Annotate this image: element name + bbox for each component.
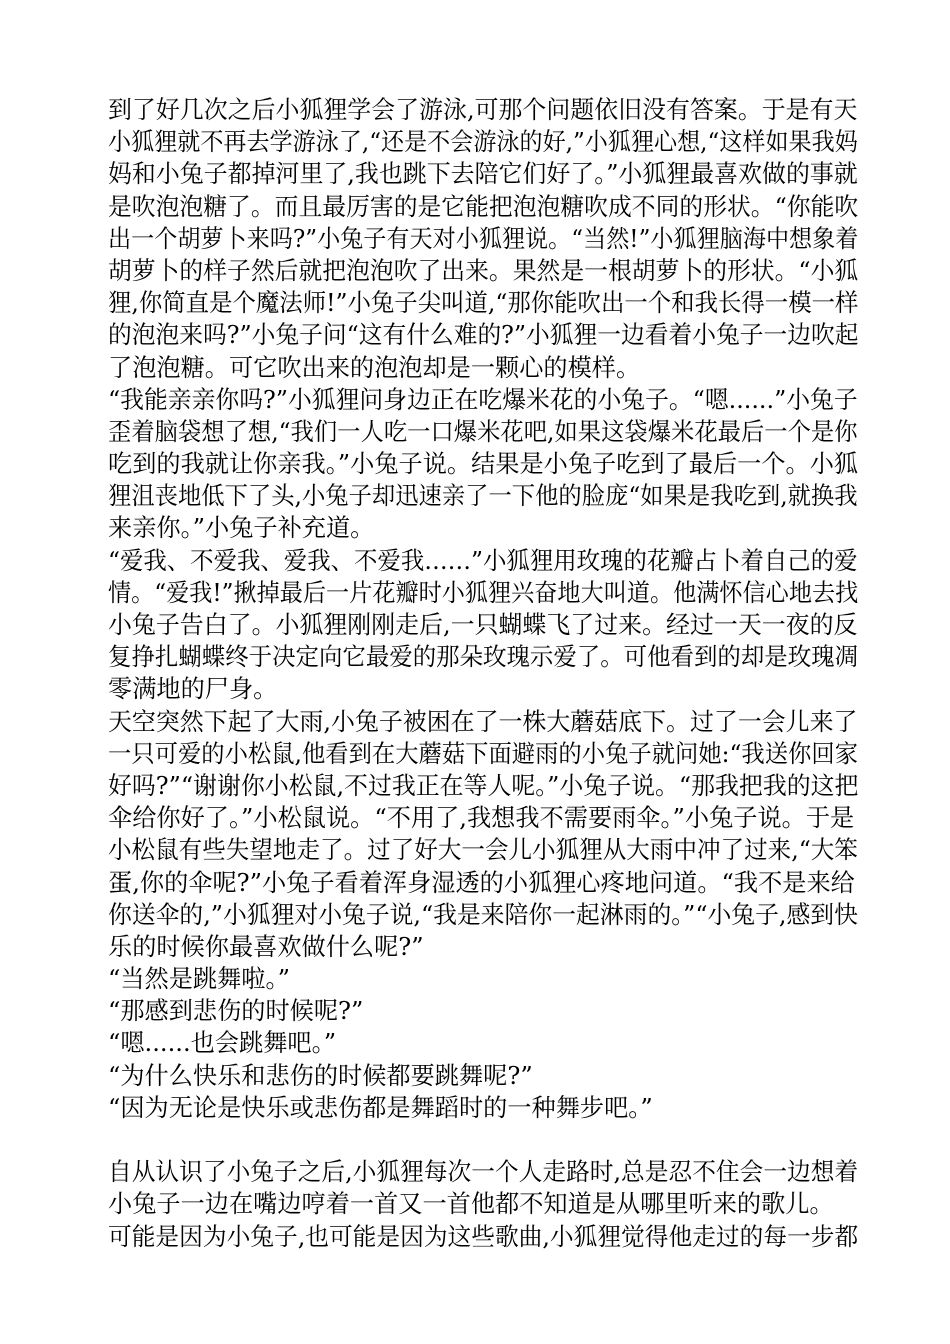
text-line-8: 的泡泡来吗?”小兔子问“这有什么难的?”小狐狸一边看着小兔子一边吹起 bbox=[108, 321, 859, 350]
text-line-19: 零满地的尸身。 bbox=[108, 675, 278, 704]
text-line-27: 乐的时候你最喜欢做什么呢?” bbox=[108, 932, 424, 961]
text-line-23: 伞给你好了。”小松鼠说。“不用了,我想我不需要雨伞。”小兔子说。于是 bbox=[108, 804, 855, 833]
text-line-25: 蛋,你的伞呢?”小兔子看着浑身湿透的小狐狸心疼地问道。“我不是来给 bbox=[108, 868, 855, 897]
text-line-1: 到了好几次之后小狐狸学会了游泳,可那个问题依旧没有答案。于是有天 bbox=[108, 96, 858, 124]
text-line-34: 小兔子一边在嘴边哼着一首又一首他都不知道是从哪里听来的歌儿。 bbox=[108, 1190, 834, 1219]
text-line-26: 你送伞的,”小狐狸对小兔子说,“我是来陪你一起淋雨的。”“小兔子,感到快 bbox=[108, 900, 858, 929]
text-line-31: “为什么快乐和悲伤的时候都要跳舞呢?” bbox=[108, 1061, 533, 1090]
text-line-12: 吃到的我就让你亲我。”小兔子说。结果是小兔子吃到了最后一个。小狐 bbox=[108, 450, 859, 479]
text-line-30: “嗯......也会跳舞吧。” bbox=[108, 1029, 337, 1058]
text-line-9: 了泡泡糖。可它吹出来的泡泡却是一颗心的模样。 bbox=[108, 353, 641, 382]
text-line-22: 好吗?”“谢谢你小松鼠,不过我正在等人呢。”小兔子说。“那我把我的这把 bbox=[108, 771, 859, 800]
text-line-3: 妈和小兔子都掉河里了,我也跳下去陪它们好了。”小狐狸最喜欢做的事就 bbox=[108, 160, 858, 189]
text-line-13: 狸沮丧地低下了头,小兔子却迅速亲了一下他的脸庞“如果是我吃到,就换我 bbox=[108, 482, 858, 511]
paragraph-gap bbox=[108, 1124, 858, 1156]
text-line-5: 出一个胡萝卜来吗?”小兔子有天对小狐狸说。“当然!”小狐狸脑海中想象着 bbox=[108, 224, 859, 253]
text-line-2: 小狐狸就不再去学游泳了,“还是不会游泳的好,”小狐狸心想,“这样如果我妈 bbox=[108, 128, 858, 157]
text-line-24: 小松鼠有些失望地走了。过了好大一会儿小狐狸从大雨中冲了过来,“大笨 bbox=[108, 836, 858, 865]
text-line-11: 歪着脑袋想了想,“我们一人吃一口爆米花吧,如果这袋爆米花最后一个是你 bbox=[108, 417, 858, 446]
text-line-14: 来亲你。”小兔子补充道。 bbox=[108, 514, 375, 543]
text-line-7: 狸,你简直是个魔法师!”小兔子尖叫道,“那你能吹出一个和我长得一模一样 bbox=[108, 289, 859, 318]
text-line-10: “我能亲亲你吗?”小狐狸问身边正在吃爆米花的小兔子。“嗯......”小兔子 bbox=[108, 385, 858, 414]
text-line-15: “爱我、不爱我、爱我、不爱我……”小狐狸用玫瑰的花瓣占卜着自己的爱 bbox=[108, 546, 858, 575]
text-line-18: 复挣扎蝴蝶终于决定向它最爱的那朵玫瑰示爱了。可他看到的却是玫瑰凋 bbox=[108, 643, 859, 672]
text-line-32: “因为无论是快乐或悲伤都是舞蹈时的一种舞步吧。” bbox=[108, 1093, 653, 1122]
text-line-35: 可能是因为小兔子,也可能是因为这些歌曲,小狐狸觉得他走过的每一步都 bbox=[108, 1222, 859, 1251]
text-line-20: 天空突然下起了大雨,小兔子被困在了一株大蘑菇底下。过了一会儿来了 bbox=[108, 707, 858, 736]
text-line-4: 是吹泡泡糖了。而且最厉害的是它能把泡泡糖吹成不同的形状。“你能吹 bbox=[108, 192, 859, 221]
text-line-17: 小兔子告白了。小狐狸刚刚走后,一只蝴蝶飞了过来。经过一天一夜的反 bbox=[108, 611, 858, 639]
text-line-29: “那感到悲伤的时候呢?” bbox=[108, 997, 364, 1026]
text-line-6: 胡萝卜的样子然后就把泡泡吹了出来。果然是一根胡萝卜的形状。“小狐 bbox=[108, 256, 859, 285]
text-line-28: “当然是跳舞啦。” bbox=[108, 965, 290, 994]
story-text bbox=[108, 94, 858, 1253]
text-line-21: 一只可爱的小松鼠,他看到在大蘑菇下面避雨的小兔子就问她:“我送你回家 bbox=[108, 739, 859, 768]
text-line-33: 自从认识了小兔子之后,小狐狸每次一个人走路时,总是忍不住会一边想着 bbox=[108, 1158, 859, 1187]
text-line-16: 情。“爱我!”揪掉最后一片花瓣时小狐狸兴奋地大叫道。他满怀信心地去找 bbox=[108, 578, 859, 607]
